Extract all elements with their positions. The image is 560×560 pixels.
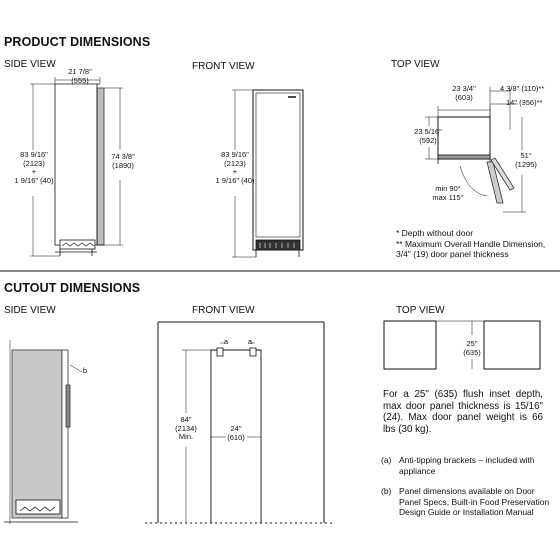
cutout-top-depth-dim: 25" (635) [463, 339, 481, 357]
top-handle-dim-2: 14" (356)** [506, 98, 543, 107]
top-swing-dim: 51" (1295) [515, 151, 537, 169]
callout-b: b [82, 366, 88, 375]
cutout-paragraph: For a 25" (635) flush inset depth, max door panel thickness is 15/16" (24). Max door panel weight is 66 lbs (30 kg). [383, 389, 543, 435]
callout-a-left: a [223, 337, 229, 346]
cutout-top-view-title: TOP VIEW [396, 305, 445, 316]
top-handle-dim-1: 4 3/8" (110)** [500, 84, 545, 93]
side-width-dim: 21 7/8" (555) [68, 67, 92, 85]
cutout-side-view-title: SIDE VIEW [4, 305, 56, 316]
product-notes: * Depth without door ** Maximum Overall Handle Dimension, 3/4" (19) door panel thickness [396, 228, 546, 259]
product-side-view-title: SIDE VIEW [4, 59, 56, 70]
side-height-dim: 83 9/16" (2123) + 1 9/16" (40) [14, 150, 54, 185]
cutout-front-view-title: FRONT VIEW [192, 305, 255, 316]
product-dimensions-heading: PRODUCT DIMENSIONS [4, 35, 151, 49]
top-width-dim: 23 3/4" (603) [452, 84, 476, 102]
cutout-side-view-drawing [4, 340, 82, 524]
cutout-dimensions-heading: CUTOUT DIMENSIONS [4, 281, 141, 295]
top-depth-dim: 23 5/16" (592) [414, 127, 442, 145]
cutout-width-dim: 24" (610) [227, 424, 245, 442]
cutout-note-b: (b) Panel dimensions available on Door Panel Specs, Built-in Food Preservation Design Guide or Installation Manual [381, 486, 550, 517]
product-top-view-title: TOP VIEW [391, 59, 440, 70]
side-inner-height-dim: 74 3/8" (1890) [111, 152, 135, 170]
product-front-view-title: FRONT VIEW [192, 61, 255, 72]
front-height-dim: 83 9/16" (2123) + 1 9/16" (40) [215, 150, 255, 185]
callout-a-right: a [247, 337, 253, 346]
cutout-height-dim: 84" (2134) Min. [175, 415, 197, 441]
cutout-note-a: (a) Anti-tipping brackets – included with appliance [381, 455, 535, 476]
top-angle-dim: min 90° max 115° [432, 184, 464, 202]
